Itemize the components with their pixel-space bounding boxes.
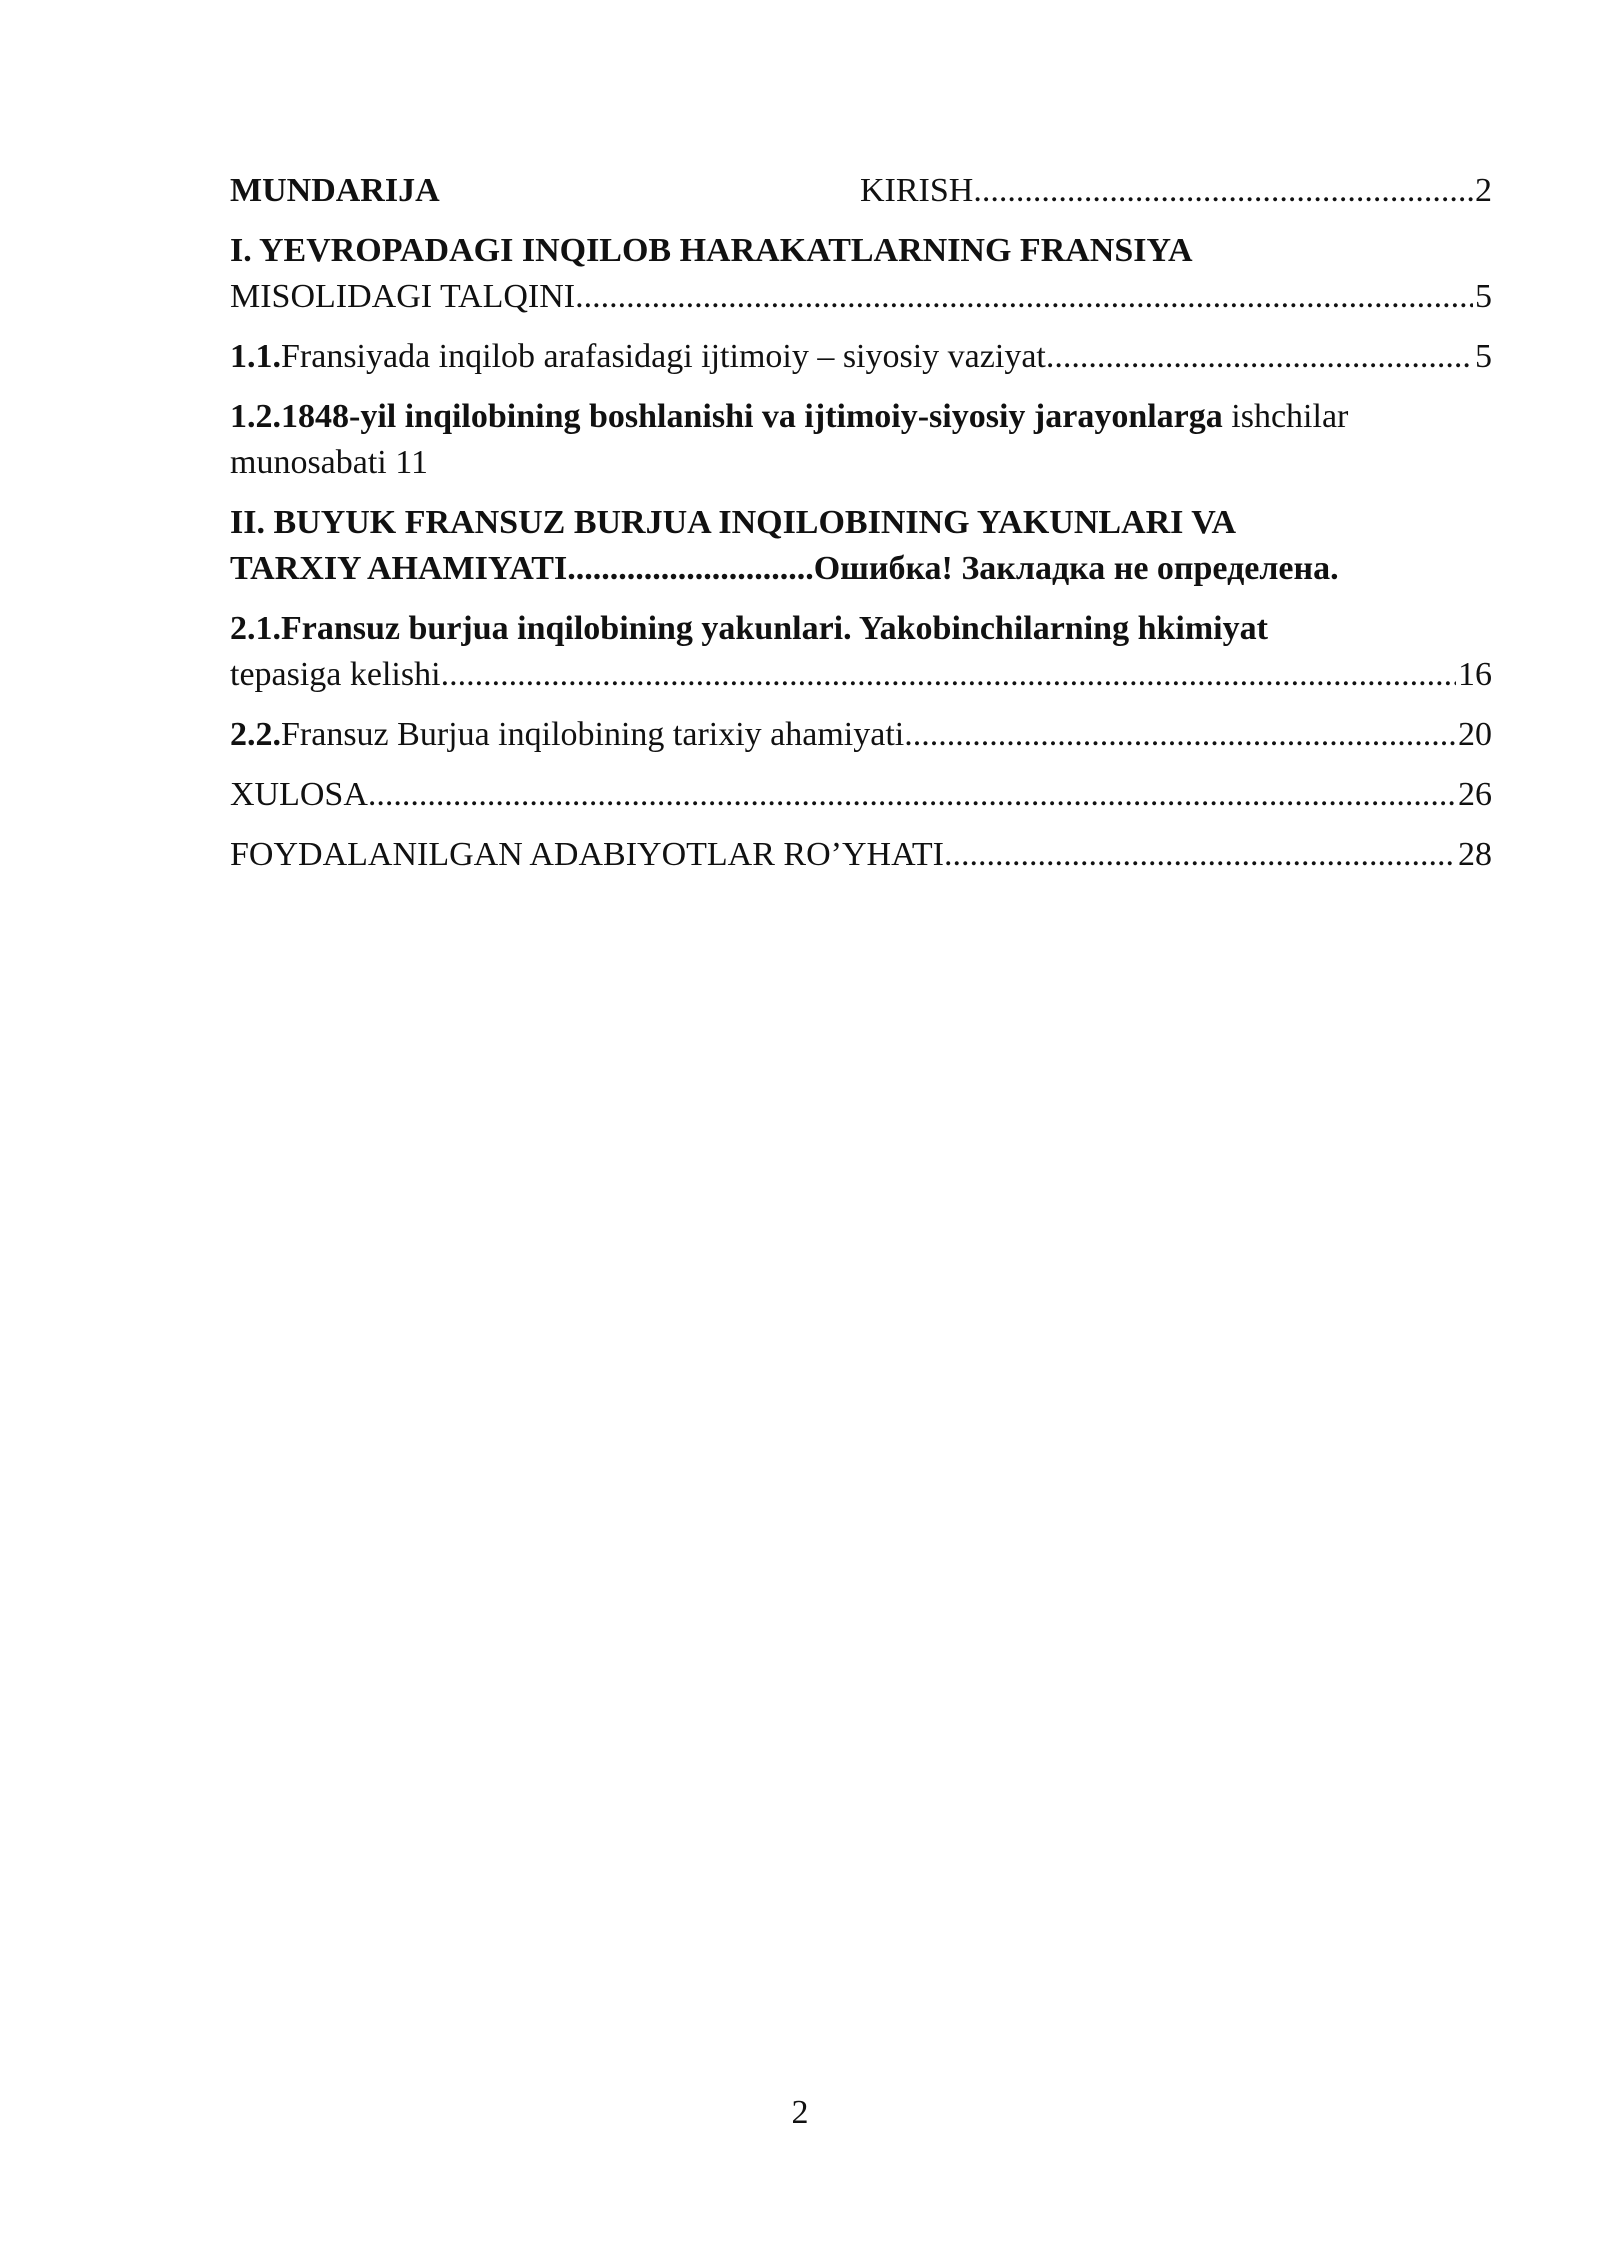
toc-entry-title: XULOSA [230,776,368,813]
toc-entry-references[interactable] [230,832,1492,878]
toc-heading: MUNDARIJA [230,172,440,209]
toc-page-number: 5 [1475,338,1492,375]
toc-entry-title-normal: ishchilar [1222,398,1349,435]
toc-entry-title: FOYDALANILGAN ADABIYOTLAR RO’YHATI [230,836,944,873]
dot-leader: ............................. [567,550,814,587]
table-of-contents [230,168,1492,892]
dot-leader [575,274,1473,320]
toc-entry-title-cont: munosabati 11 [230,444,428,481]
toc-page-number: 28 [1458,836,1492,873]
toc-entry-xulosa[interactable] [230,772,1492,818]
toc-page-number: 5 [1475,278,1492,315]
dot-leader [944,832,1456,878]
toc-page-number: 16 [1458,656,1492,693]
toc-entry-2-1[interactable] [230,606,1492,698]
toc-entry-1-2[interactable] [230,394,1492,486]
toc-page-number: 26 [1458,776,1492,813]
toc-entry-title: KIRISH [860,172,974,209]
toc-page-number: 20 [1458,716,1492,753]
toc-entry-title: 1.2.1848-yil inqilobining boshlanishi va ijtimoiy-siyosiy jarayonlarga [230,398,1223,435]
dot-leader [368,772,1456,818]
toc-entry-title-cont: tepasiga kelishi [230,656,441,693]
toc-entry-title: 2.1.Fransuz burjua inqilobining yakunlari. Yakobinchilarning hkimiyat [230,610,1268,647]
toc-entry-kirish[interactable] [230,168,1492,214]
dot-leader [1046,334,1473,380]
toc-entry-title: II. BUYUK FRANSUZ BURJUA INQILOBINING YAKUNLARI VA [230,504,1237,541]
toc-entry-title-cont: TARXIY AHAMIYATI [230,550,568,587]
bookmark-error-text: Ошибка! Закладка не определена. [813,550,1339,587]
dot-leader [973,168,1473,214]
toc-entry-1-1[interactable] [230,334,1492,380]
toc-entry-2-2[interactable] [230,712,1492,758]
toc-entry-title: Fransiyada inqilob arafasidagi ijtimoiy – siyosiy vaziyat [281,338,1046,375]
toc-entry-section-1[interactable] [230,228,1492,320]
toc-entry-number: 1.1. [230,338,281,375]
toc-entry-title: Fransuz Burjua inqilobining tarixiy ahamiyati [281,716,905,753]
footer-page-number: 2 [791,2094,809,2131]
toc-entry-number: 2.2. [230,716,281,753]
toc-entry-title-cont: MISOLIDAGI TALQINI [230,278,576,315]
toc-entry-section-2[interactable] [230,500,1492,592]
toc-entry-title: I. YEVROPADAGI INQILOB HARAKATLARNING FRANSIYA [230,232,1193,269]
dot-leader [904,712,1456,758]
toc-page-number: 2 [1475,172,1492,209]
dot-leader [441,652,1456,698]
